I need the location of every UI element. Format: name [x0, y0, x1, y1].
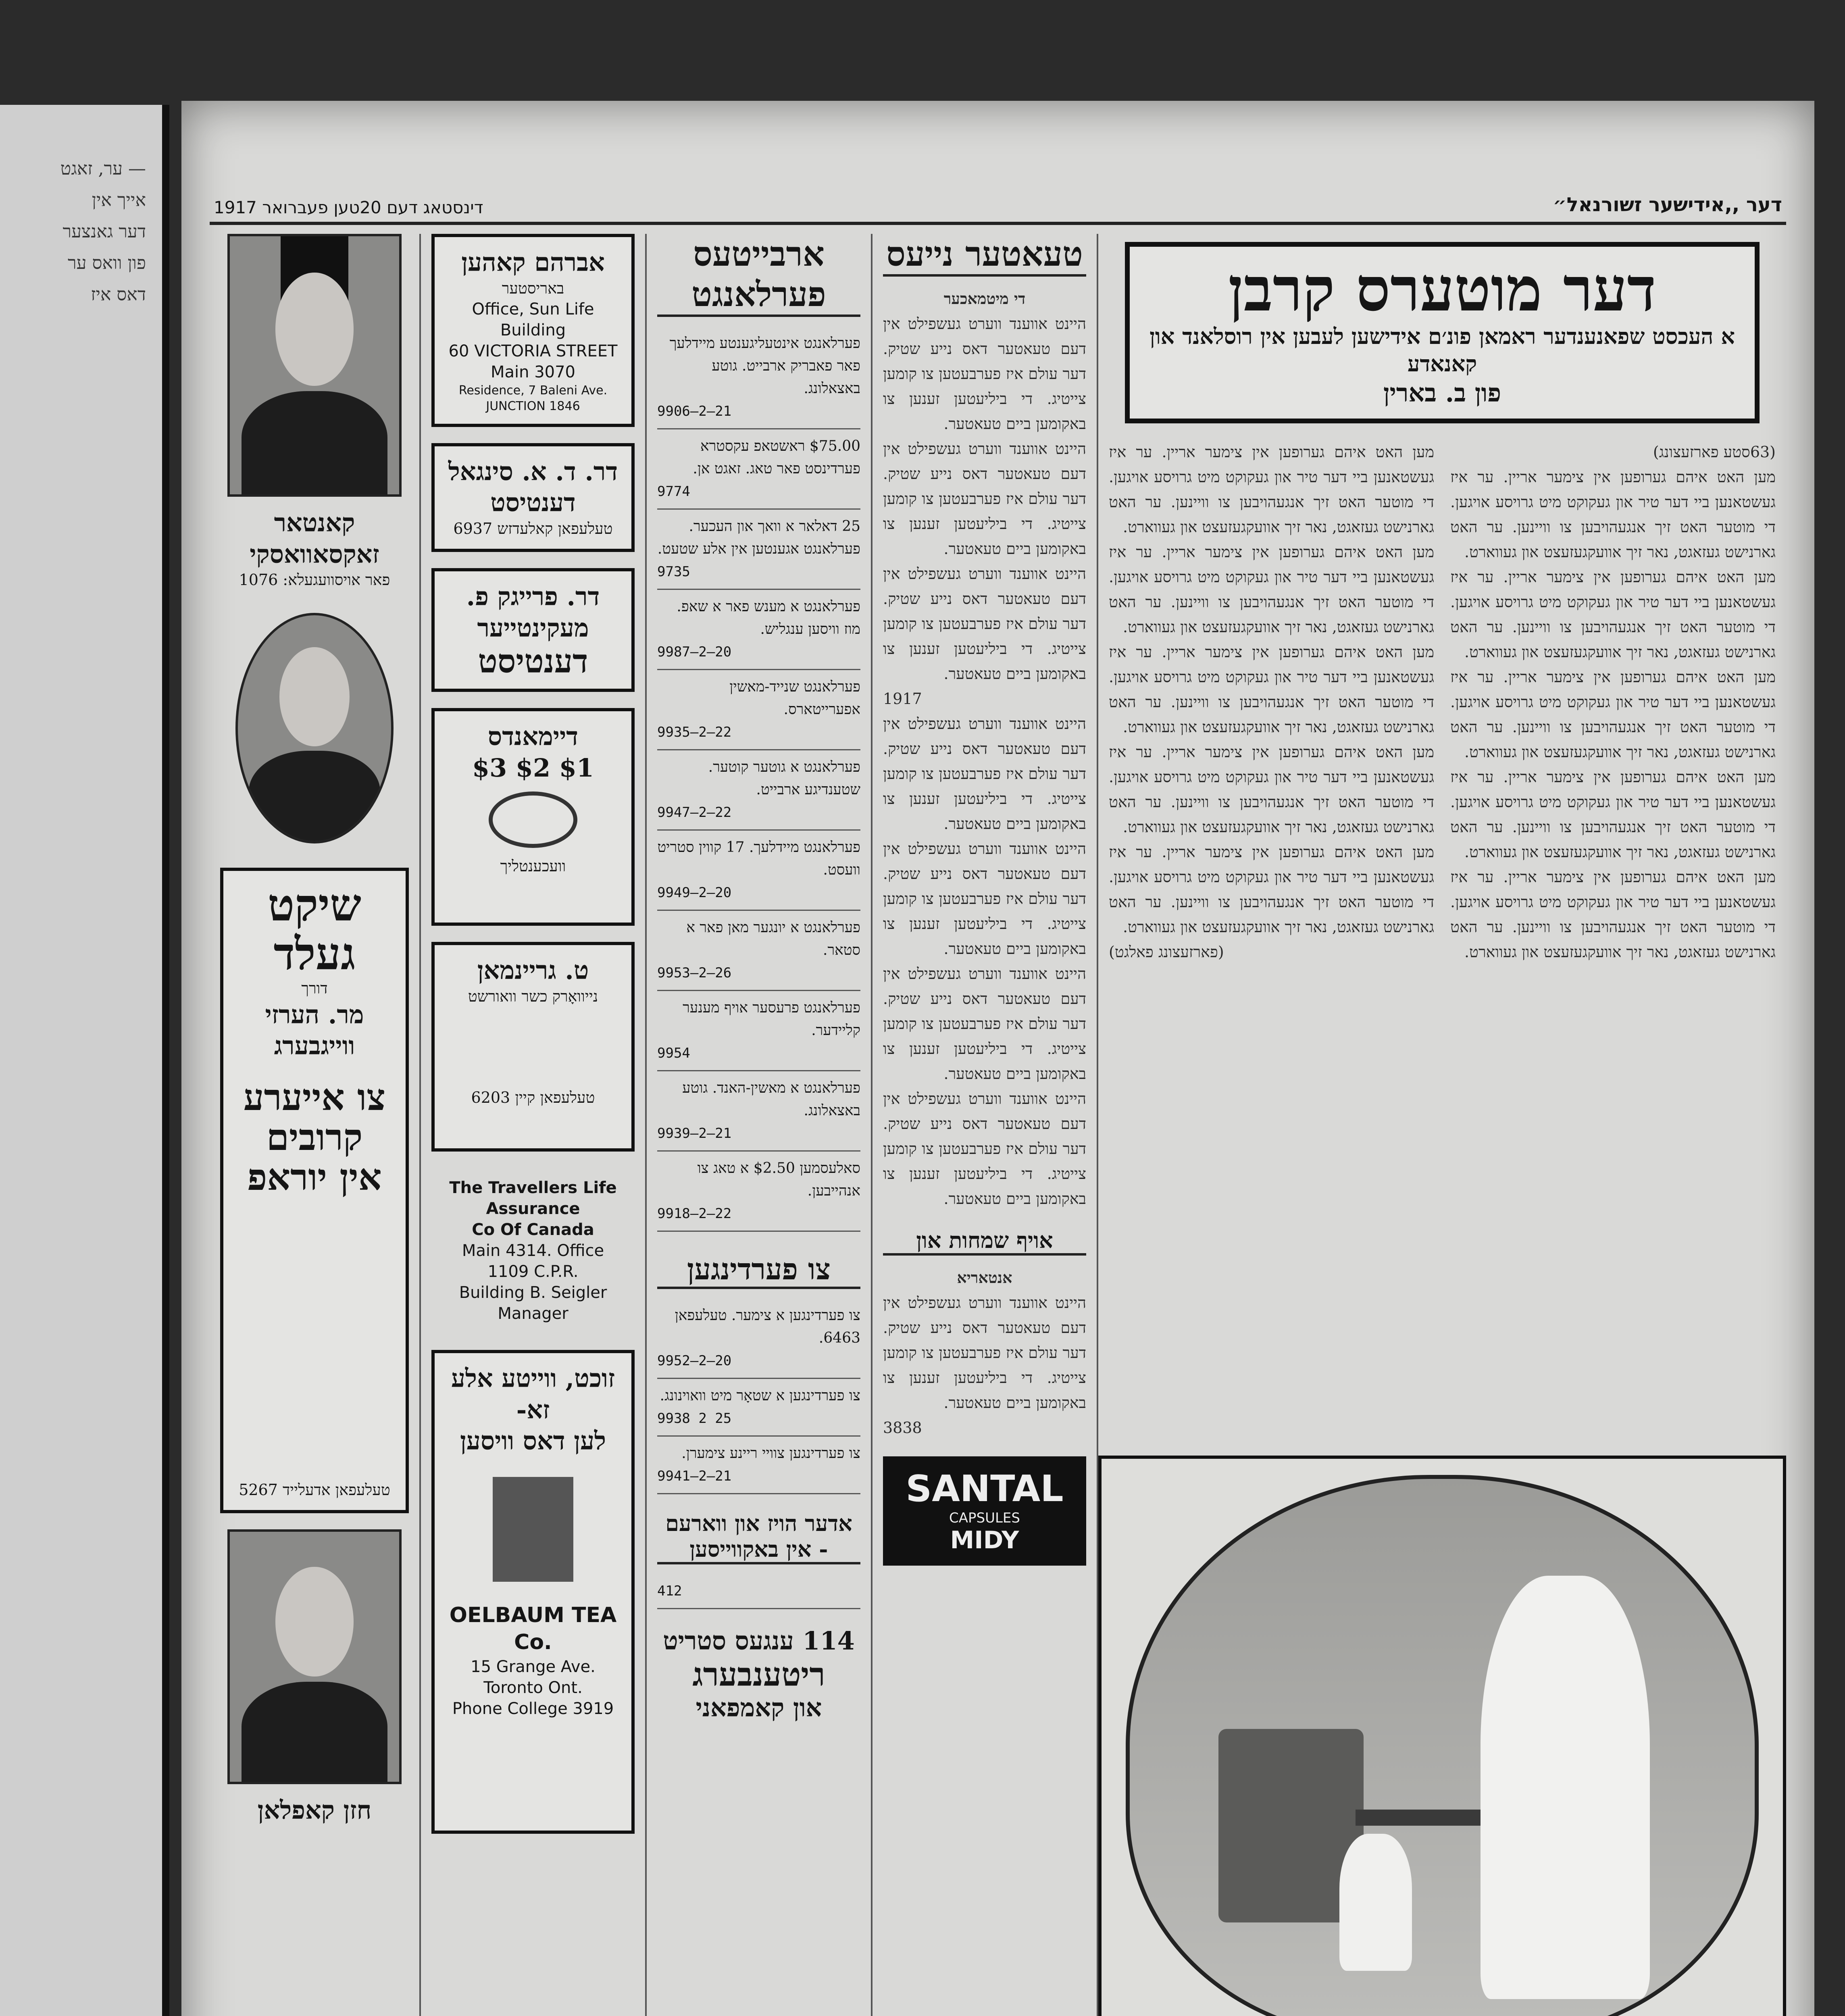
stein-ad — [657, 1625, 860, 1723]
celebration-heading: אויף שמחות און — [883, 1227, 1086, 1256]
celebration-subheading: אנטאריא — [957, 1268, 1012, 1287]
classified-text: פערלאנגט א גוטער קוטער. שטענדיגע ארבייט. — [708, 759, 860, 798]
classified-text: פערלאנגט פרעסער אויף מענער קליידער. — [683, 1000, 860, 1039]
santal-line-1: SANTAL — [906, 1468, 1064, 1510]
santal-line-2: MIDY — [950, 1526, 1019, 1554]
cantor-portrait — [227, 234, 402, 497]
dentist-freind-title: מעקינטייער — [477, 613, 589, 643]
theatre-heading: טעאטער נייעס — [883, 234, 1086, 277]
columns — [210, 234, 1786, 2016]
rent-text: צו פערדינגען צוויי ריינע צימערן. — [681, 1445, 860, 1462]
story-title: דער מוטערס קרבן — [1228, 254, 1656, 325]
insurance-ad — [431, 1168, 635, 1334]
stein-line-1: 114 ענגעס סטריט — [663, 1626, 855, 1656]
classified-number: 9947—2—22 — [657, 804, 732, 821]
theatre-body: היינט אווענד ווערט געשפילט אין דעם טעאטער דאס נייע שטיק. דער עולם איז פערבעטען צו קומען צייטיג. די ביליעטען זענען צו באקומען ביים טעאטער. — [883, 1090, 1086, 1208]
child-illustration — [1339, 1834, 1412, 1971]
ads-column-right — [419, 234, 645, 2016]
classified-text: $75.00 ראשטאפ עקסטרא פערדינסט פאר טאג. זאגט אן. — [693, 438, 860, 477]
greenman-phone: טעלעפאן קיין 6203 — [471, 1088, 595, 1106]
dentist-singal-ad — [431, 443, 635, 552]
dentist-singal-name: דר. ד. א. סינגאל — [448, 456, 618, 486]
ads-column-left — [210, 234, 419, 2016]
tea-headline: זוכט, ווייטע אלע זא- — [451, 1364, 615, 1425]
dentist-freind-title-2: דענטיסט — [478, 642, 588, 681]
classified-number: 9906—2—21 — [657, 403, 732, 419]
cantor-phone: פאר אויסוועגעלא: 1076 — [239, 571, 390, 589]
rent-number: 9952—2—20 — [657, 1353, 732, 1369]
classified-number: 9953—2—26 — [657, 965, 732, 981]
theatre-body: היינט אווענד ווערט געשפילט אין דעם טעאטער דאס נייע שטיק. דער עולם איז פערבעטען צו קומען צייטיג. די ביליעטען זענען צו באקומען ביים טעאטער. — [883, 440, 1086, 558]
page-header — [210, 194, 1786, 225]
lawyer-address: 60 VICTORIA STREET — [448, 342, 618, 360]
classifieds-heading: ארבייטעס פערלאנגט — [657, 234, 860, 317]
strip-line: דאס איז — [91, 284, 146, 305]
classified-item — [657, 991, 860, 1071]
greenman-name: ט. גריינמאן — [477, 956, 589, 985]
money-ad-headline: צו אייערע קרובים — [243, 1076, 386, 1159]
classified-number: 9774 — [657, 483, 690, 500]
classified-item — [657, 1071, 860, 1152]
cantor-kaplan-name: חזן קאפלאן — [257, 1795, 372, 1825]
classified-number: 9954 — [657, 1045, 690, 1061]
diamonds-title: דיימאנדס — [487, 722, 579, 752]
theatre-body: היינט אווענד ווערט געשפילט אין דעם טעאטער דאס נייע שטיק. דער עולם איז פערבעטען צו קומען צייטיג. די ביליעטען זענען צו באקומען ביים טעאטער. — [883, 565, 1086, 683]
theatre-subheading: די מיטמאכער — [943, 289, 1026, 308]
classified-item — [657, 590, 860, 670]
dentist-freind-ad — [431, 568, 635, 692]
classified-number: 9735 — [657, 564, 690, 580]
rent-number: 9941—2—21 — [657, 1468, 732, 1484]
rent-item — [657, 1299, 860, 1379]
story-title-box — [1125, 242, 1760, 423]
lawyer-phone: Main 3070 — [491, 362, 575, 381]
story-author: פון ב. בארין — [1383, 378, 1501, 408]
strip-line: פון וואס ער — [68, 253, 146, 273]
theatre-year: 1917 — [883, 690, 922, 708]
strip-line: אייך אין — [92, 190, 146, 210]
classified-text: פערלאנגט שנייד-מאשין אפערייטארס. — [729, 679, 860, 718]
insurance-line-2: Co Of Canada — [472, 1220, 594, 1239]
lawyer-role: באריסטער — [502, 279, 564, 297]
rent-item — [657, 1437, 860, 1494]
newspaper-page — [181, 101, 1814, 2016]
cantor-oval-portrait — [235, 613, 394, 843]
tea-party-illustration — [1126, 1475, 1759, 2016]
classified-item — [657, 831, 860, 911]
diamonds-prices: $3 $2 $1 — [472, 753, 594, 783]
lawyer-residence: Residence, 7 Baleni Ave. JUNCTION 1846 — [458, 383, 608, 413]
money-ad-agent: מר. הערזי ווייגבערג — [265, 1000, 364, 1061]
theatre-body: היינט אווענד ווערט געשפילט אין דעם טעאטער דאס נייע שטיק. דער עולם איז פערבעטען צו קומען צייטיג. די ביליעטען זענען צו באקומען ביים טעאטער. — [883, 840, 1086, 958]
classified-number: 9918—2—22 — [657, 1206, 732, 1222]
stein-line-3: און קאמפאני — [696, 1693, 822, 1722]
story-body: מען האט איהם גערופען אין צימער אריין. ער איז געשטאנען ביי דער טיר און געקוקט מיט גרויסע אויגען. די מוטער האט זיך אנגעהויבען צו וויינען. ער האט גארנישט געזאגט, נאר זיך אוועקגעזעצט און געווארט. — [1109, 643, 1434, 736]
story-continued: (פארזעצונג פאלגט) — [1109, 943, 1224, 961]
story-subtitle: א העכסט שפאנענדער ראמאן פונ׳ם אידישען לעבען אין רוסלאנד און קאנאדע — [1149, 323, 1735, 377]
house-heading: אדער הויז און ווארעם - אין באקווייסען — [657, 1510, 860, 1564]
classified-text: פערלאנגט א מאשין-האנד. גוטע באצאלונג. — [682, 1080, 860, 1119]
classified-item — [657, 510, 860, 590]
money-ad-via: דורך — [301, 979, 328, 998]
cantor-name: קאנטאר זאקסאוואסקי — [250, 508, 379, 569]
adjacent-page-strip — [0, 105, 169, 2016]
story-text-col — [1450, 439, 1776, 964]
house-item — [657, 1574, 860, 1609]
insurance-name: The Travellers Life Assurance — [449, 1179, 617, 1218]
dentist-singal-phone: טעלעפאן קאלעדזש 6937 — [453, 519, 613, 537]
story-body: מען האט איהם גערופען אין צימער אריין. ער איז געשטאנען ביי דער טיר און געקוקט מיט גרויסע אויגען. די מוטער האט זיך אנגעהויבען צו וויינען. ער האט גארנישט געזאגט, נאר זיך אוועקגעזעצט און געווארט. — [1450, 668, 1776, 761]
lawyer-office: Office, Sun Life Building — [472, 300, 594, 339]
story-text-columns — [1109, 439, 1776, 964]
classified-item — [657, 429, 860, 510]
story-body: מען האט איהם גערופען אין צימער אריין. ער איז געשטאנען ביי דער טיר און געקוקט מיט גרויסע אויגען. די מוטער האט זיך אנגעהויבען צו וויינען. ער האט גארנישט געזאגט, נאר זיך אוועקגעזעצט און געווארט. — [1450, 768, 1776, 861]
rent-text: צו פערדינגען א שטאָר מיט וואוינונג. — [660, 1387, 860, 1404]
santal-line-3: CAPSULES — [949, 1510, 1020, 1526]
classified-text: פערלאנגט אינטעליגענטע מיידלעך פאר פאבריק ארבייט. גוטע באצאלונג. — [669, 335, 860, 397]
tea-headline-2: לען דאס וויסען — [460, 1426, 606, 1456]
story-body: מען האט איהם גערופען אין צימער אריין. ער איז געשטאנען ביי דער טיר און געקוקט מיט גרויסע אויגען. די מוטער האט זיך אנגעהויבען צו וויינען. ער האט גארנישט געזאגט, נאר זיך אוועקגעזעצט און געווארט. — [1450, 568, 1776, 661]
rent-heading: צו פערדינגען — [657, 1252, 860, 1289]
money-ad-title: שיקט געלד — [267, 879, 362, 980]
stein-line-2: ריטענבערג — [692, 1655, 825, 1693]
house-number: 412 — [657, 1583, 682, 1599]
classifieds-column — [645, 234, 871, 2016]
story-chapter: (63סטע פארזעצונג) — [1653, 443, 1776, 461]
story-text-col — [1109, 439, 1434, 964]
insurance-line-4: Building B. Seigler Manager — [459, 1283, 607, 1323]
cantor-kaplan-portrait — [227, 1529, 402, 1784]
celebration-body: היינט אווענד ווערט געשפילט אין דעם טעאטער דאס נייע שטיק. דער עולם איז פערבעטען צו קומען צייטיג. די ביליעטען זענען צו באקומען ביים טעאטער. — [883, 1294, 1086, 1412]
celebration-number: 3838 — [883, 1419, 922, 1437]
masthead: דער ,,אידישער זשורנאל״ — [1553, 194, 1782, 216]
dentist-singal-title: דענטיסט — [490, 488, 576, 518]
classified-text: פערלאנגט א יונגער מאן פאר א סטאר. — [686, 919, 860, 958]
story-body: מען האט איהם גערופען אין צימער אריין. ער איז געשטאנען ביי דער טיר און געקוקט מיט גרויסע אויגען. די מוטער האט זיך אנגעהויבען צו וויינען. ער האט גארנישט געזאגט, נאר זיך אוועקגעזעצט און געווארט. — [1450, 868, 1776, 961]
classified-number: 9949—2—20 — [657, 885, 732, 901]
mother-illustration — [1481, 1576, 1650, 1999]
cantor-ad — [220, 505, 409, 593]
classified-text: פערלאנגט א מענש פאר א שאפ. מוז וויסען ענגליש. — [677, 598, 860, 637]
lawyer-name: אברהם קאהען — [461, 248, 605, 277]
story-column — [1097, 234, 1786, 2016]
classified-text: פערלאנגט מיידלעך. 17 קווין סטריט וועסט. — [657, 839, 860, 878]
tea-address: 15 Grange Ave. Toronto Ont. — [471, 1657, 596, 1697]
story-body: מען האט איהם גערופען אין צימער אריין. ער איז געשטאנען ביי דער טיר און געקוקט מיט גרויסע אויגען. די מוטער האט זיך אנגעהויבען צו וויינען. ער האט גארנישט געזאגט, נאר זיך אוועקגעזעצט און געווארט. — [1450, 468, 1776, 561]
classified-item — [657, 327, 860, 429]
theatre-column — [871, 234, 1097, 2016]
santal-midy-ad — [883, 1456, 1086, 1566]
classified-text: 25 דאלאר א וואך און העכער. פערלאנגט אגענטען אין אלע שטעט. — [657, 518, 860, 557]
theatre-body: היינט אווענד ווערט געשפילט אין דעם טעאטער דאס נייע שטיק. דער עולם איז פערבעטען צו קומען צייטיג. די ביליעטען זענען צו באקומען ביים טעאטער. — [883, 965, 1086, 1083]
dentist-freind-name: דר. פרייגק פ. — [466, 582, 600, 612]
classified-number: 9939—2—21 — [657, 1125, 732, 1141]
rent-number: 9938 2 25 — [657, 1410, 732, 1427]
tea-package-icon — [493, 1477, 573, 1582]
ring-icon — [489, 791, 577, 848]
kosher-sausage-ad — [431, 942, 635, 1152]
cantor-kaplan-caption — [220, 1792, 409, 1829]
diamonds-ad — [431, 708, 635, 926]
date-line: דינסטאג דעם 20טען פעברואר 1917 — [214, 198, 483, 217]
tea-phone: Phone College 3919 — [452, 1699, 614, 1718]
classified-item — [657, 670, 860, 750]
story-body: מען האט איהם גערופען אין צימער אריין. ער איז געשטאנען ביי דער טיר און געקוקט מיט גרויסע אויגען. די מוטער האט זיך אנגעהויבען צו וויינען. ער האט גארנישט געזאגט, נאר זיך אוועקגעזעצט און געווארט. — [1109, 443, 1434, 536]
strip-line: — ער, זאגט — [60, 158, 146, 179]
story-body: מען האט איהם גערופען אין צימער אריין. ער איז געשטאנען ביי דער טיר און געקוקט מיט גרויסע אויגען. די מוטער האט זיך אנגעהויבען צו וויינען. ער האט גארנישט געזאגט, נאר זיך אוועקגעזעצט און געווארט. — [1109, 843, 1434, 936]
rent-item — [657, 1379, 860, 1437]
theatre-body: היינט אווענד ווערט געשפילט אין דעם טעאטער דאס נייע שטיק. דער עולם איז פערבעטען צו קומען צייטיג. די ביליעטען זענען צו באקומען ביים טעאטער. — [883, 715, 1086, 833]
tea-ad — [431, 1350, 635, 1834]
frys-cocoa-ad — [1098, 1456, 1786, 2016]
money-transfer-ad — [220, 868, 409, 1513]
tea-company: OELBAUM TEA Co. — [449, 1603, 617, 1655]
classified-text: סאלעסמען $2.50 א טאג צו אנהייבען. — [697, 1160, 860, 1199]
money-ad-phone: טעלעפאן אדעלייד 5267 — [239, 1481, 390, 1499]
diamonds-sub: וועכענטליך — [500, 857, 566, 875]
rent-text: צו פערדינגען א צימער. טעלעפאן 6463. — [675, 1307, 860, 1346]
classified-item — [657, 1152, 860, 1232]
classified-number: 9987—2—20 — [657, 644, 732, 660]
classified-item — [657, 911, 860, 991]
strip-line: דער גאנצער — [62, 221, 146, 242]
greenman-sub: נייוואָרק כשר וואורשט — [468, 987, 598, 1005]
money-ad-headline-2: אין יוראפ — [247, 1156, 382, 1199]
story-body: מען האט איהם גערופען אין צימער אריין. ער איז געשטאנען ביי דער טיר און געקוקט מיט גרויסע אויגען. די מוטער האט זיך אנגעהויבען צו וויינען. ער האט גארנישט געזאגט, נאר זיך אוועקגעזעצט און געווארט. — [1109, 743, 1434, 836]
insurance-line-3: Main 4314. Office 1109 C.P.R. — [462, 1241, 604, 1281]
classified-number: 9935—2—22 — [657, 724, 732, 740]
lawyer-ad — [431, 234, 635, 427]
classified-item — [657, 750, 860, 831]
story-body: מען האט איהם גערופען אין צימער אריין. ער איז געשטאנען ביי דער טיר און געקוקט מיט גרויסע אויגען. די מוטער האט זיך אנגעהויבען צו וויינען. ער האט גארנישט געזאגט, נאר זיך אוועקגעזעצט און געווארט. — [1109, 543, 1434, 636]
theatre-body: היינט אווענד ווערט געשפילט אין דעם טעאטער דאס נייע שטיק. דער עולם איז פערבעטען צו קומען צייטיג. די ביליעטען זענען צו באקומען ביים טעאטער. — [883, 315, 1086, 433]
